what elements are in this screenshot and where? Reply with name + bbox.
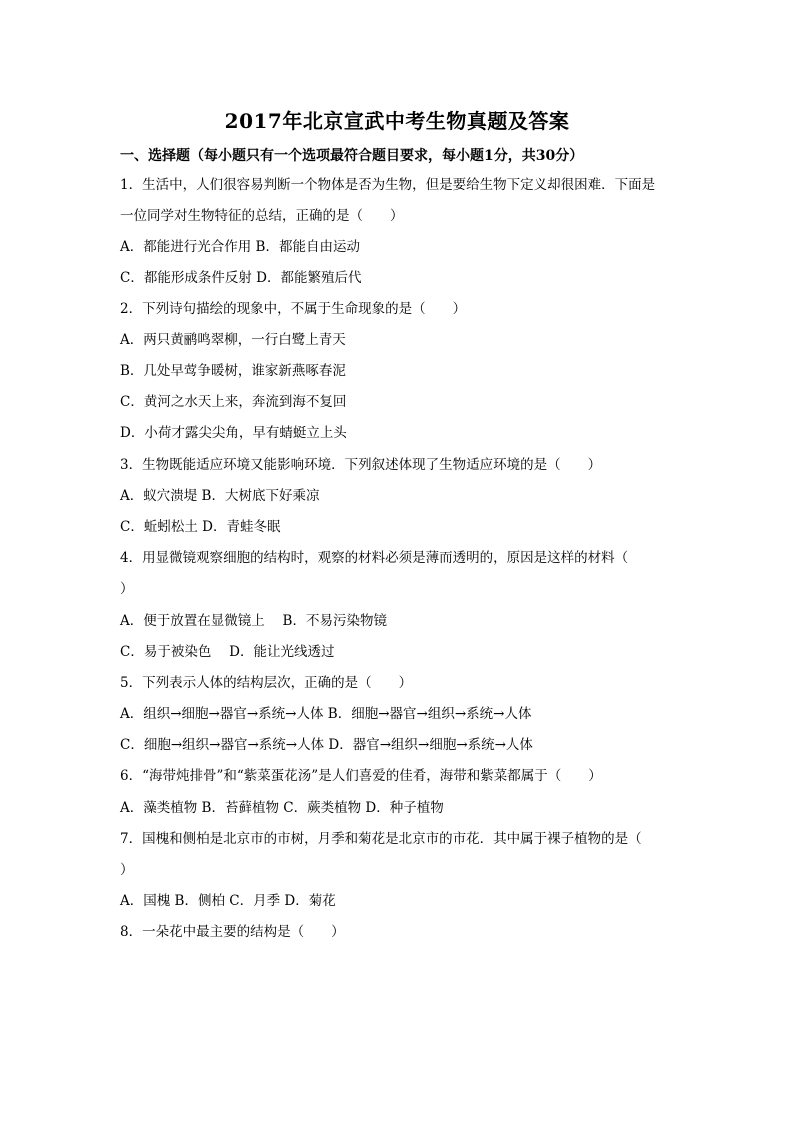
- text-line: B．几处早莺争暖树，谁家新燕啄春泥: [120, 363, 346, 379]
- text-line: A．藻类植物 B．苔藓植物 C．蕨类植物 D．种子植物: [120, 800, 444, 816]
- text-line: A．蚁穴溃堤 B．大树底下好乘凉: [120, 488, 320, 504]
- text-line: D．小荷才露尖尖角，早有蜻蜓立上头: [120, 425, 347, 441]
- text-line: A．组织→细胞→器官→系统→人体 B．细胞→器官→组织→系统→人体: [120, 706, 532, 722]
- text-line: C．易于被染色 D．能让光线透过: [120, 644, 335, 660]
- text-line: C．黄河之水天上来，奔流到海不复回: [120, 394, 347, 410]
- text-line: 3．生物既能适应环境又能影响环境．下列叙述体现了生物适应环境的是（ ）: [120, 457, 602, 473]
- text-line: 一位同学对生物特征的总结，正确的是（ ）: [120, 208, 404, 224]
- text-line: ）: [120, 581, 134, 597]
- text-line: C．蚯蚓松土 D．青蛙冬眠: [120, 519, 281, 535]
- document-title: 2017年北京宣武中考生物真题及答案: [224, 109, 570, 133]
- text-line: A．都能进行光合作用 B．都能自由运动: [120, 239, 360, 255]
- text-line: A．国槐 B．侧柏 C．月季 D．菊花: [120, 893, 336, 909]
- section-heading: 一、选择题（每小题只有一个选项最符合题目要求，每小题1分，共30分）: [120, 148, 584, 164]
- text-line: ）: [120, 862, 134, 878]
- text-line: A．两只黄鹂鸣翠柳，一行白鹭上青天: [120, 332, 346, 348]
- text-line: C．细胞→组织→器官→系统→人体 D．器官→组织→细胞→系统→人体: [120, 737, 533, 753]
- text-line: 6．“海带炖排骨”和“紫菜蛋花汤”是人们喜爱的佳肴，海带和紫菜都属于（ ）: [120, 768, 602, 784]
- text-line: C．都能形成条件反射 D．都能繁殖后代: [120, 270, 362, 286]
- text-line: 5．下列表示人体的结构层次，正确的是（ ）: [120, 675, 413, 691]
- text-line: 2．下列诗句描绘的现象中，不属于生命现象的是（ ）: [120, 301, 467, 317]
- text-line: 8．一朵花中最主要的结构是（ ）: [120, 924, 345, 940]
- text-line: 4．用显微镜观察细胞的结构时，观察的材料必须是薄而透明的，原因是这样的材料（: [120, 550, 629, 566]
- text-line: A．便于放置在显微镜上 B．不易污染物镜: [120, 613, 387, 629]
- text-line: 7．国槐和侧柏是北京市的市树，月季和菊花是北京市的市花．其中属于裸子植物的是（: [120, 831, 642, 847]
- text-line: 1．生活中，人们很容易判断一个物体是否为生物，但是要给生物下定义却很困难．下面是: [120, 177, 656, 193]
